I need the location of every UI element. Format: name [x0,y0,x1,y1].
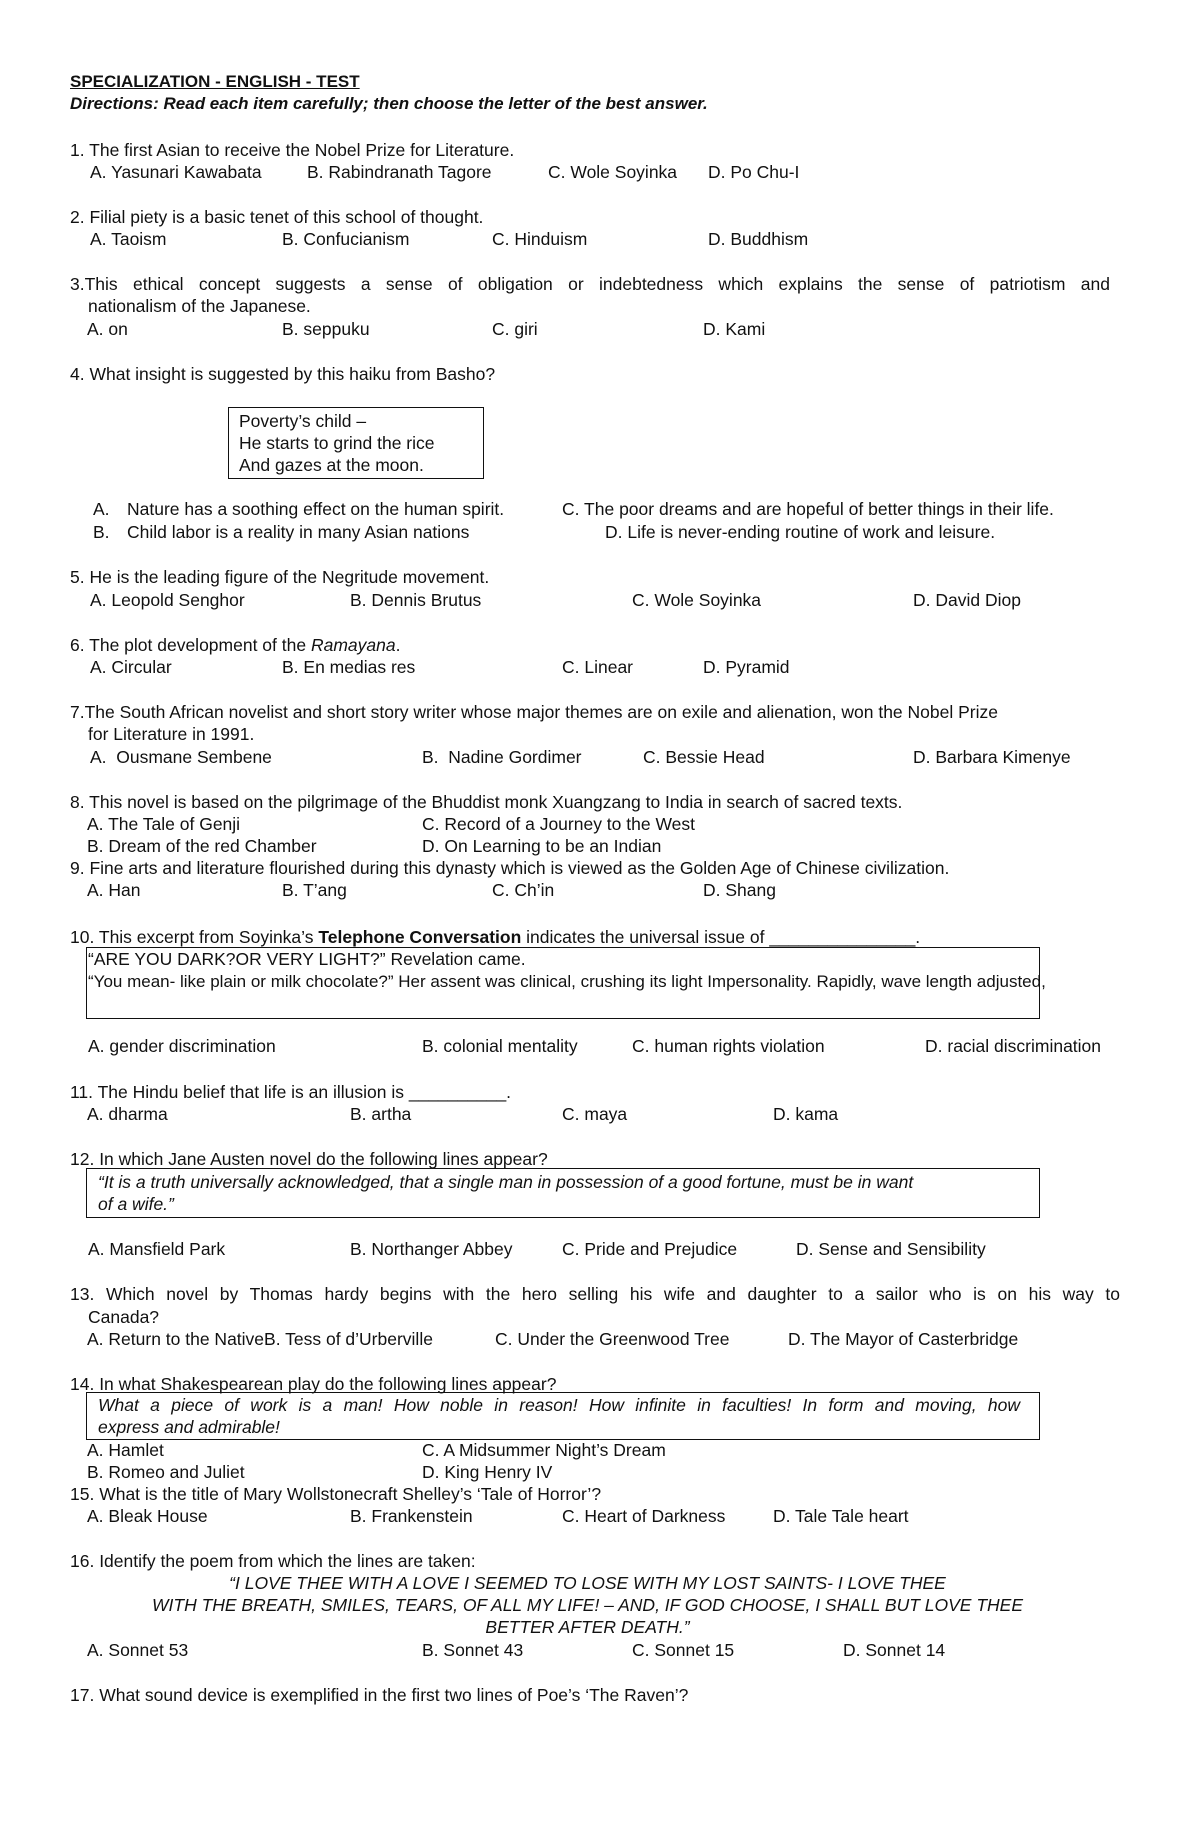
question-3-option-b: B. seppuku [282,319,370,339]
question-1-option-d: D. Po Chu-I [708,162,800,182]
question-12-stem: 12. In which Jane Austen novel do the following lines appear? [70,1149,548,1169]
question-11-option-b: B. artha [350,1104,412,1124]
question-14-option-d: D. King Henry IV [422,1462,553,1482]
question-5-stem: 5. He is the leading figure of the Negritude movement. [70,567,490,587]
question-11-option-c: C. maya [562,1104,628,1124]
question-14-option-c: C. A Midsummer Night’s Dream [422,1440,666,1460]
question-2-option-c: C. Hinduism [492,229,588,249]
question-2-stem: 2. Filial piety is a basic tenet of this school of thought. [70,207,484,227]
question-8-option-d: D. On Learning to be an Indian [422,836,662,856]
question-14-quote-line-1: What a piece of work is a man! How noble in reason! How infinite in faculties! In form and moving, how [98,1395,1020,1415]
question-5-option-b: B. Dennis Brutus [350,590,482,610]
question-4-option-a-letter: A. [93,499,110,519]
question-6-stem-title: Ramayana [310,635,396,655]
question-13-option-c: C. Under the Greenwood Tree [495,1329,730,1349]
question-10-stem-text: 10. This excerpt from Soyinka’s [70,927,319,947]
question-16-quote-line-1: “I LOVE THEE WITH A LOVE I SEEMED TO LOSE WITH MY LOST SAINTS- I LOVE THEE [229,1573,946,1593]
question-4-option-b-letter: B. [93,522,110,542]
directions: Directions: Read each item carefully; then choose the letter of the best answer. [70,94,708,113]
question-12-option-b: B. Northanger Abbey [350,1239,513,1259]
question-16-quote-line-2: WITH THE BREATH, SMILES, TEARS, OF ALL MY LIFE! – AND, IF GOD CHOOSE, I SHALL BUT LOVE THEE [152,1595,1023,1615]
question-5-option-a: A. Leopold Senghor [90,590,245,610]
question-10-option-d: D. racial discrimination [925,1036,1102,1056]
question-13-stem-line-1: 13. Which novel by Thomas hardy begins with the hero selling his wife and daughter to a sailor who is on his way to [70,1284,1120,1304]
question-10-option-c: C. human rights violation [632,1036,825,1056]
haiku-line-3: And gazes at the moon. [239,455,424,475]
question-14-stem: 14. In what Shakespearean play do the following lines appear? [70,1374,557,1394]
question-6-option-c: C. Linear [562,657,634,677]
question-15-option-c: C. Heart of Darkness [562,1506,726,1526]
question-2-option-b: B. Confucianism [282,229,410,249]
question-3-stem-line-1: 3.This ethical concept suggests a sense of obligation or indebtedness which explains the sense of patriotism and [70,274,1110,294]
question-4-option-b: Child labor is a reality in many Asian nations [127,522,470,542]
question-14-quote-line-2: express and admirable! [98,1417,280,1437]
question-16-option-c: C. Sonnet 15 [632,1640,735,1660]
question-12-quote-line-1: “It is a truth universally acknowledged, that a single man in possession of a good fortune, must be in want [98,1172,914,1192]
question-15-stem: 15. What is the title of Mary Wollstonecraft Shelley’s ‘Tale of Horror’? [70,1484,602,1504]
haiku-line-1: Poverty’s child – [239,411,367,431]
question-6-stem-text: 6. The plot development of the [70,635,311,655]
question-17-stem: 17. What sound device is exemplified in the first two lines of Poe’s ‘The Raven’? [70,1685,689,1705]
question-9-option-b: B. T’ang [282,880,347,900]
question-6-stem-end: . [395,635,401,655]
question-1-option-a: A. Yasunari Kawabata [90,162,262,182]
question-11-option-d: D. kama [773,1104,839,1124]
question-7-stem-line-2: for Literature in 1991. [88,724,255,744]
question-10-stem-title: Telephone Conversation [318,927,522,947]
question-9-option-d: D. Shang [703,880,776,900]
question-10-excerpt-line-2: “You mean- like plain or milk chocolate?” Her assent was clinical, crushing its light Impersonality. Rapidly, wave length adjusted, [88,972,1046,991]
question-16-stem: 16. Identify the poem from which the lines are taken: [70,1551,476,1571]
question-5-option-d: D. David Diop [913,590,1021,610]
question-13-option-ab: A. Return to the NativeB. Tess of d’Urberville [87,1329,433,1349]
question-14-option-a: A. Hamlet [87,1440,164,1460]
question-7-option-c: C. Bessie Head [643,747,765,767]
question-3-option-d: D. Kami [703,319,766,339]
question-9-stem: 9. Fine arts and literature flourished during this dynasty which is viewed as the Golden Age of Chinese civilization. [70,858,950,878]
question-15-option-a: A. Bleak House [87,1506,208,1526]
question-16-option-b: B. Sonnet 43 [422,1640,524,1660]
question-12-option-a: A. Mansfield Park [88,1239,226,1259]
question-1-option-b: B. Rabindranath Tagore [307,162,492,182]
question-7-option-a: A. Ousmane Sembene [90,747,272,767]
question-3-stem-line-2: nationalism of the Japanese. [88,296,311,316]
question-7-option-d: D. Barbara Kimenye [913,747,1071,767]
question-14-option-b: B. Romeo and Juliet [87,1462,245,1482]
question-3-option-a: A. on [87,319,128,339]
question-7-stem-line-1: 7.The South African novelist and short story writer whose major themes are on exile and alienation, won the Nobel Prize [70,702,998,722]
question-13-stem-line-2: Canada? [88,1307,160,1327]
question-10-stem [70,926,920,948]
question-11-option-a: A. dharma [87,1104,168,1124]
question-9-option-a: A. Han [87,880,141,900]
page-title: SPECIALIZATION - ENGLISH - TEST [70,72,360,91]
question-10-excerpt-line-1: “ARE YOU DARK?OR VERY LIGHT?” Revelation came. [88,949,526,969]
question-12-quote-line-2: of a wife.” [98,1194,174,1214]
question-6-option-a: A. Circular [90,657,172,677]
question-1-stem: 1. The first Asian to receive the Nobel Prize for Literature. [70,140,515,160]
question-13-option-d: D. The Mayor of Casterbridge [788,1329,1019,1349]
question-7-option-b: B. Nadine Gordimer [422,747,582,767]
question-16-option-d: D. Sonnet 14 [843,1640,946,1660]
question-8-option-a: A. The Tale of Genji [87,814,241,834]
question-4-option-c: C. The poor dreams and are hopeful of better things in their life. [562,499,1054,519]
haiku-box [228,407,484,479]
question-4-option-a: Nature has a soothing effect on the human spirit. [127,499,505,519]
question-9-option-c: C. Ch’in [492,880,555,900]
question-11-stem: 11. The Hindu belief that life is an illusion is __________. [70,1082,512,1102]
question-1-option-c: C. Wole Soyinka [548,162,678,182]
question-3-option-c: C. giri [492,319,538,339]
question-10-option-a: A. gender discrimination [88,1036,276,1056]
question-6-option-d: D. Pyramid [703,657,790,677]
question-12-option-d: D. Sense and Sensibility [796,1239,986,1259]
question-16-option-a: A. Sonnet 53 [87,1640,189,1660]
question-2-option-a: A. Taoism [90,229,167,249]
question-4-option-d: D. Life is never-ending routine of work and leisure. [605,522,996,542]
question-8-option-c: C. Record of a Journey to the West [422,814,696,834]
haiku-line-2: He starts to grind the rice [239,433,435,453]
question-4-stem: 4. What insight is suggested by this haiku from Basho? [70,364,496,384]
question-5-option-c: C. Wole Soyinka [632,590,762,610]
question-8-stem: 8. This novel is based on the pilgrimage of the Bhuddist monk Xuangzang to India in search of sacred texts. [70,792,903,812]
question-15-option-b: B. Frankenstein [350,1506,473,1526]
question-10-stem-end: indicates the universal issue of _______________. [521,927,921,947]
question-8-option-b: B. Dream of the red Chamber [87,836,317,856]
question-15-option-d: D. Tale Tale heart [773,1506,909,1526]
question-2-option-d: D. Buddhism [708,229,809,249]
question-10-option-b: B. colonial mentality [422,1036,578,1056]
question-6-stem [70,634,400,656]
question-16-quote-line-3: BETTER AFTER DEATH.” [485,1617,690,1637]
question-6-option-b: B. En medias res [282,657,416,677]
question-12-option-c: C. Pride and Prejudice [562,1239,738,1259]
